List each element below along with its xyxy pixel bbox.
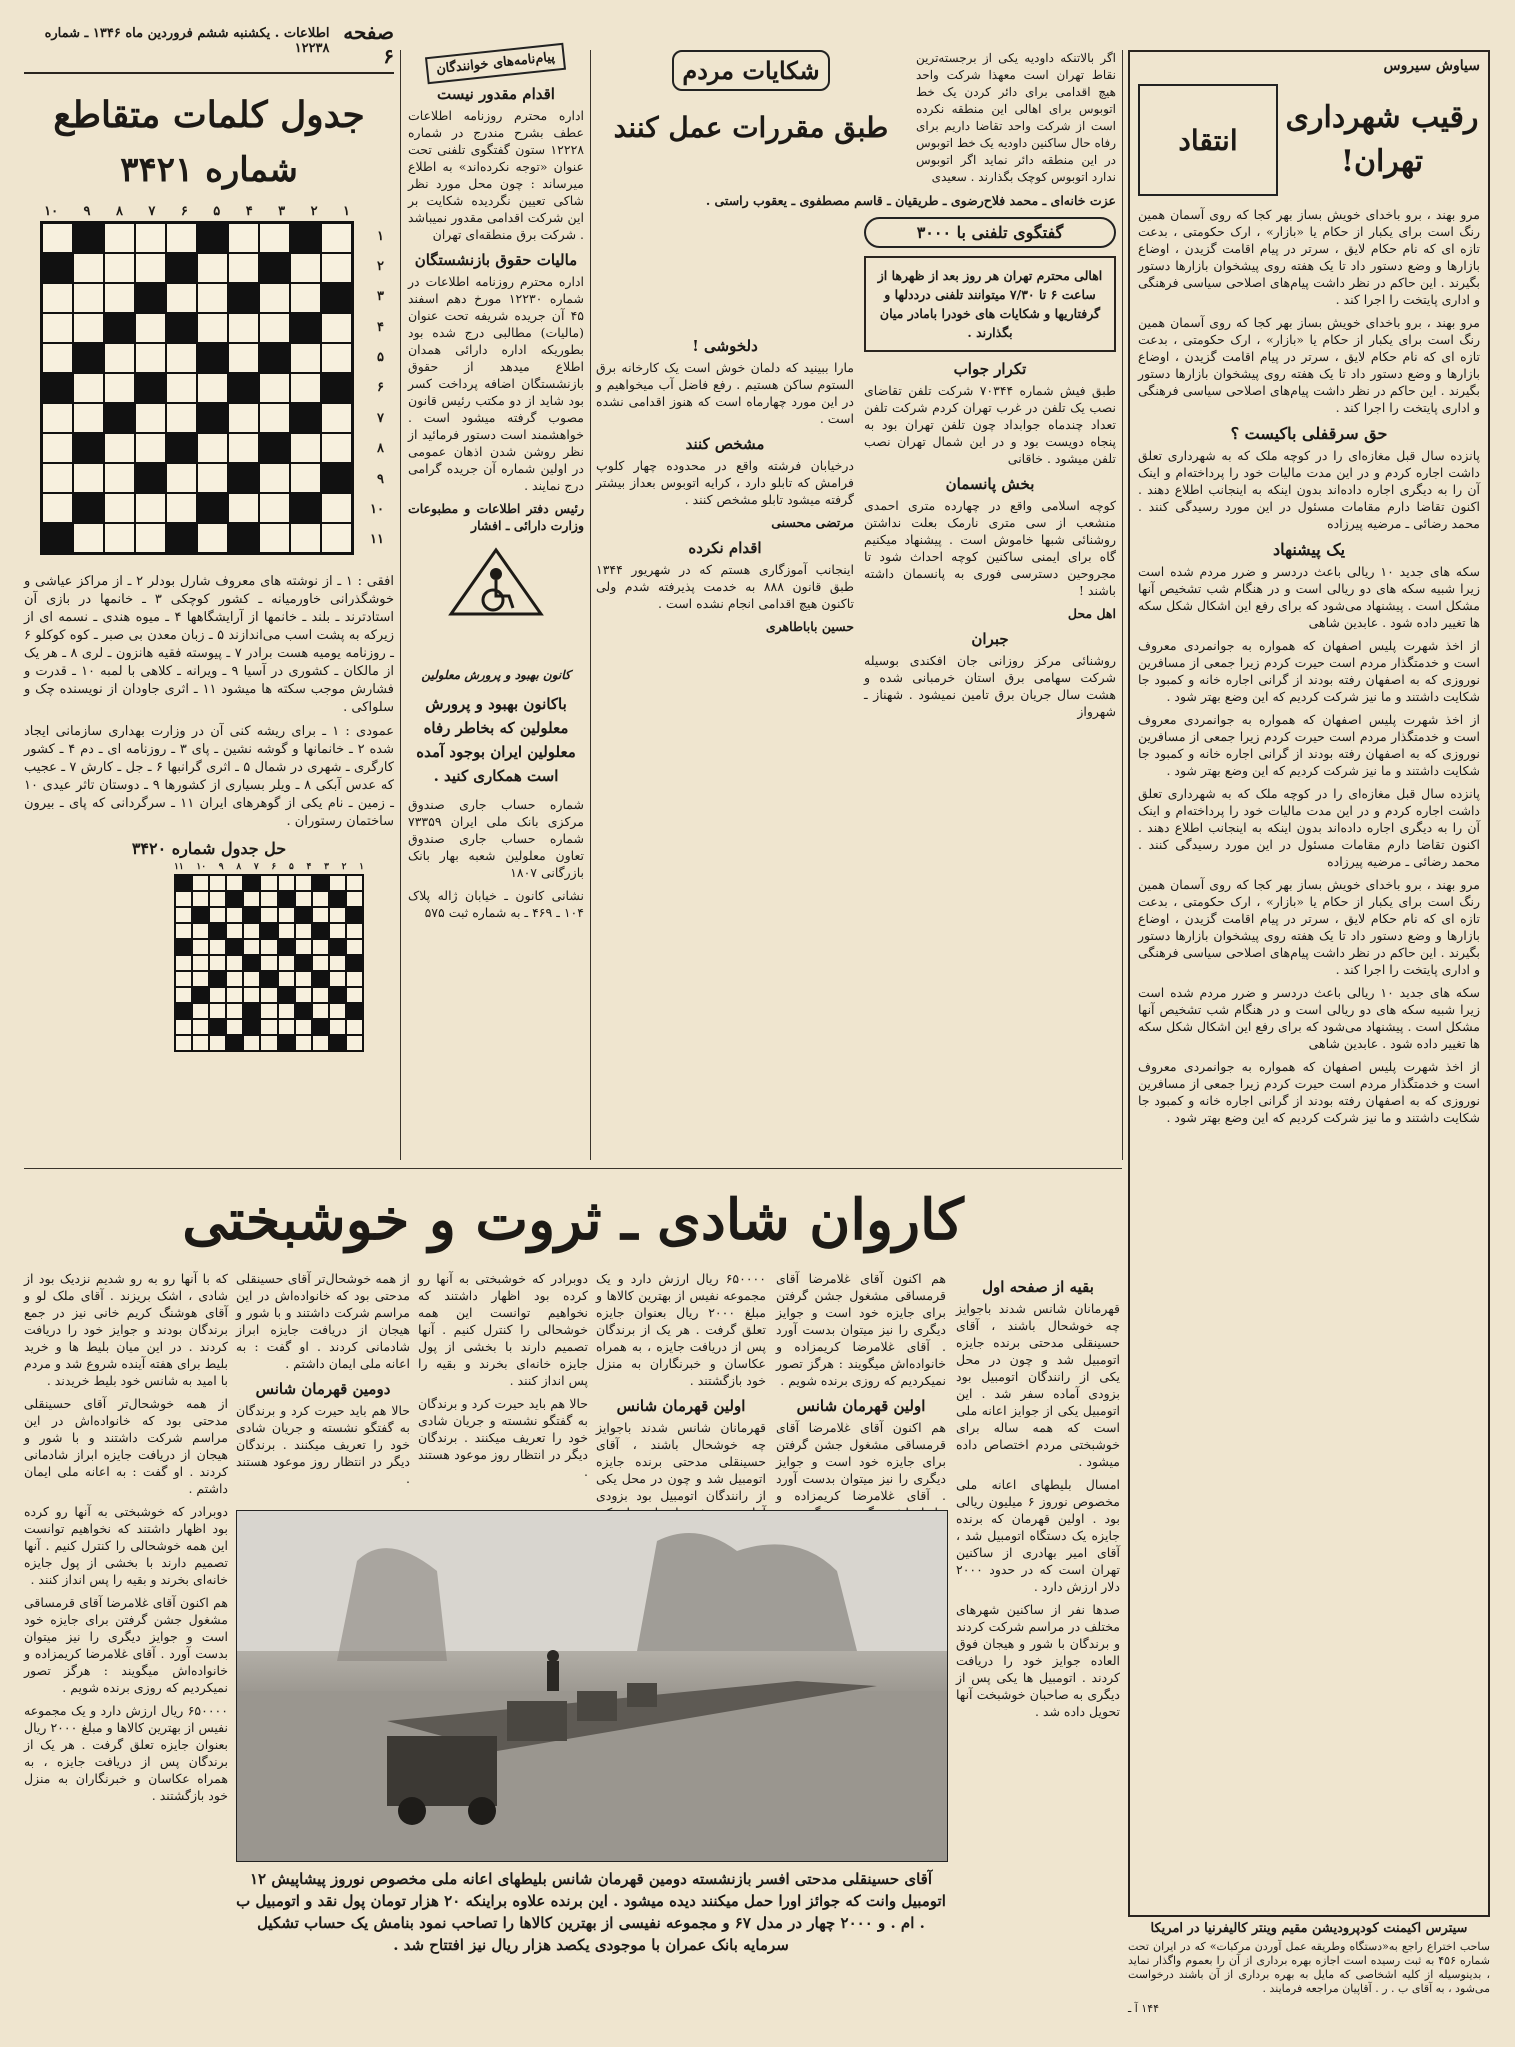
feature-col1-sub: اولین قهرمان شانس (796, 1397, 926, 1415)
feature-col6-text: که با آنها رو به رو شدیم نزدیک بود از شادی ، اشک بریزند . آقای ملک لو و آقای هوشنگ کریم خانی نیز در جمع برندگان بودند و جوایز خود را دریافت کردند . در این میان بلیط ها و خرید بلیط برای هفته آینده شروع شد و مردم با امید به شانس خود بلیط خریدند . (24, 1271, 228, 1388)
sol-col-num: ۳ (324, 862, 329, 872)
col-num: ۳ (278, 204, 286, 219)
feature-col6-text-d: هم اکنون آقای غلامرضا آقای قرمساقی مشغول جشن گرفتن برای جایزه خود است و جوایز دیگری را نیز میتوان بدست آورد . آقای غلامرضا کریمزاده و خانواده‌اش میگویند : هرگز تصور نمیکردیم که روزی برنده شویم . (24, 1595, 228, 1695)
s1-text: طبق فیش شماره ۷۰۳۴۴ شرکت تلفن تقاضای نصب یک تلفن در غرب تهران کردم شرکت تلفن تعداد چندماه جوابداد چون تلفن تهران بود به پنجاه دویست بود و در این شمال تهران نصب تلفن میشود . خاقانی (864, 383, 1116, 466)
feature-col3-text-b: قهرمانان شانس شدند باجوایز چه خوشحال باشند ، آقای حسینقلی مدحتی برنده جایزه اتومبیل شد و چون در محل یکی از رانندگان اتومبیل بود بزودی (596, 1420, 766, 1503)
feature-col3-sub: دومین قهرمان شانس (255, 1380, 391, 1398)
patent-notice-code: ۱۴۴ آ ـ (1128, 2002, 1160, 2015)
col-num: ۶ (180, 204, 188, 219)
feature-col-1 (956, 1270, 1120, 1750)
sol-col-num: ۶ (271, 862, 277, 872)
crossword-grid (40, 221, 354, 555)
s2-title: دلخوشی ! (692, 337, 758, 355)
criticism-label: انتقاد (1178, 123, 1238, 157)
crossword-across: افقی : ۱ ـ از نوشته های معروف شارل بودلر ۲ ـ از مراکز عیاشی و خوشگذرانی خاورمیانه ـ کشور کوچکی ۳ ـ خانمها در بازی آن استادترند ـ بلند ـ خانمها از آرایشگاهها ۴ ـ میوه هندی ـ نسمه ای از زیرکه به پشت اسب می‌اندازند ۵ ـ زبان معدن بی صبر ـ کوه کوکلو ۶ ـ روزنامه یومیه هست برادر ۷ ـ پیوسته فقیه هانزون ـ لری ۸ ـ هر یک از مالکان ـ کشوری در آسیا ۹ ـ ویرانه ـ کلاهی با لمبه ۱۰ ـ قدرت و فشارش موجب سکته ها میشود ۱۱ ـ اثری جاودان از نویسنده چک و سلواکی . (24, 574, 395, 715)
solution-grid (174, 874, 364, 1052)
item1-text: اداره محترم روزنامه اطلاعات عطف بشرح مندرج در شماره ۱۲۲۲۸ ستون گفتگوی تلفنی تحت عنوان «توجه نکرده‌اند» به اطلاع میرساند : چون محل مورد نظر شاکی تعیین نگردیده شکایت بر این شرکت اقدامی مقدور نمیباشد . شرکت برق منطقه‌ای تهران (408, 108, 584, 242)
complaints-intro: اگر بالاتنکه داودیه یکی از برجسته‌ترین نقاط تهران است معهذا شرکت واحد هیچ اقدامی برای دائر کردن یک خط اتوبوس برای اهالی این منطقه نکرده است از شرکت واحد تقاضا داریم برای رفاه حال ساکنین داودیه یک خط اتوبوس در این منطقه دائر نماید اگر اتوبوس ندارد اتوبوس کوچک بگذارند . سعیدی (916, 51, 1116, 184)
s5-text: درخیابان فرشته واقع در محدوده چهار کلوپ فرامش که تابلو دارد ، کرایه اتوبوس بعداز بیشتر گرفته میشود تابلو مشخص کنند . (596, 458, 854, 507)
feature-col3-text: ۶۵۰۰۰۰ ریال ارزش دارد و یک مجموعه نفیس از بهترین کالاها و مبلغ ۲۰۰۰ ریال بعنوان جایزه تعلق گرفت . هر یک از برندگان پس از دریافت جایزه ، به همراه عکاسان و خبرنگاران به منزل خود بازگشتند . (596, 1271, 766, 1388)
editorial-text1: مرو بهند ، برو باخدای خویش بساز بهر کجا که روی آسمان همین رنگ است برای یکبار از حکام یا «بازار» ، ارک حکومتی ، بدعت تازه ای که نام حکام لایق ، سرتر در پیام اقامت گزیدن ، اوضاع بازارها و وضع دستور داد تا یک هفته روی پیشخوان بازارها دستور بگیرند . این حاکم در نظر داشت پیام‌های اصلاحی سیاسی فرهنگی و اداری پایتخت را اجرا کند . (1138, 207, 1480, 307)
crossword-row-numbers (370, 221, 384, 555)
row-num: ۷ (377, 410, 384, 426)
page-label: صفحه ۶ (343, 20, 394, 68)
row-num: ۱۰ (370, 501, 384, 517)
s3-sign: اهل محل (1067, 606, 1116, 621)
s4-title: جبران (971, 630, 1009, 648)
appeal-title: باکانون بهبود و پرورش معلولین که بخاطر رفاه معلولین ایران بوجود آمده است همکاری کنید . (416, 695, 576, 785)
editorial-text2b: پانزده سال قبل مغازه‌ای را در کوچه ملک که به شهرداری تعلق داشت اجاره کردم و در این مدت مالیات خود را پرداخته‌ام و اینک آن را به دیگری اجاره داده‌اند بدون اینکه به اینجانب اطلاع دهند . اکنون تقاضا دارم مقامات مسئول در این مورد رسیدگی کنند . محمد رضائی ـ مرضیه پیرزاده (1138, 786, 1480, 869)
solution-col-numbers (174, 862, 364, 872)
appeal-address: نشانی کانون ـ خیابان ژاله پلاک ۱۰۴ ـ ۴۶۹ ـ به شماره ثبت ۵۷۵ (408, 888, 584, 920)
sol-col-num: ۸ (236, 862, 242, 872)
rule (400, 50, 401, 1160)
feature-col4-text-b: حالا هم باید حیرت کرد و برندگان به گفتگو نشسته و جریان شادی خود را تعریف میکنند . برندگان دیگر در انتظار روز موعود هستند . (418, 1396, 588, 1479)
feature-col1-text: قهرمانان شانس شدند باجوایز چه خوشحال باشند ، آقای حسینقلی مدحتی برنده جایزه اتومبیل شد و چون در محل یکی از رانندگان اتومبیل بود بزودی آماده سفر شد . این اتومبیل یکی از جوایز اعانه ملی است که همه ساله برای خوشبختی مردم اختصاص داده میشود . (956, 1301, 1120, 1469)
emblem (408, 544, 584, 682)
s3-text: کوچه اسلامی واقع در چهارده متری احمدی منشعب از سی متری نارمک بعلت نداشتن روشنائی شبها خاموش است . پیشنهاد میکنیم گاه برای ایمنی ساکنین کوچه احداث شود تا مجروحین دسترسی فوری به پانسمان داشته باشند ! (864, 498, 1116, 598)
feature-col6-text-b: از همه خوشحال‌تر آقای حسینقلی مدحتی بود که خانواده‌اش در این مراسم شرکت داشتند و با شور و هیجان از دریافت جایزه ابراز شادمانی کردند . او گفت : به اعانه ملی ایمان داشتم . (24, 1396, 228, 1496)
feature-col1-title: بقیه از صفحه اول (982, 1278, 1094, 1296)
feature-col3-text2: حالا هم باید حیرت کرد و برندگان به گفتگو نشسته و جریان شادی خود را تعریف میکنند . برندگان دیگر در انتظار روز موعود هستند . (236, 1403, 410, 1486)
phone-header: گفتگوی تلفنی با ۳۰۰۰ (864, 217, 1116, 248)
col-num: ۲ (310, 204, 318, 219)
editorial-column (1128, 50, 1490, 1970)
crossword-down: عمودی : ۱ ـ برای ریشه کنی آن در وزارت بهداری سازمانی ایجاد شده ۲ ـ خانمانها و گوشه نشین ـ پای ۳ ـ روزنامه ای ـ دم ۴ ـ کشور کارگری ـ شهری در شمال ۵ ـ اثری گرانبها ۶ ـ جل ـ کارش ۷ ـ عجیب که عدس آبکی ۸ ـ ویلر بسیاری از کشورها ۹ ـ دوستان تاثر عیدی ۱۰ ـ زمین ـ نام یکی از گوهرهای ایران ۱۱ ـ سرگردانی که پای ـ بیرون ساختمان رستوران . (24, 724, 394, 829)
feature-headline: کاروان شادی ـ ثروت و خوشبختی (182, 1187, 964, 1253)
item2-text: اداره محترم روزنامه اطلاعات در شماره ۱۲۲۳۰ مورخ دهم اسفند ۴۵ آن جریده شریفه تحت عنوان (مالیات) مطالبی درج شده بود بطوریکه اداره دارائی همدان اطلاع میدهد از حقوق بازنشستگان اضافه پرداخت کسر بود شاید از دو مکتب رئیس قانون مصوب گرفته میشود است . خواهشمند است دستور فرمائید از نظر روشن شدن اذهان عمومی در اولین شماره آن جریده گرامی درج نمایند . (408, 274, 584, 493)
feature-col1-text2: امسال بلیطهای اعانه ملی مخصوص نوروز ۶ میلیون ریالی بود . اولین قهرمان که برنده جایزه یک دستگاه اتومبیل شد ، آقای امیر بهادری از ساکنین تهران است که در حدود ۲۰۰۰ دلار ارزش دارد . (956, 1477, 1120, 1594)
row-num: ۵ (377, 350, 384, 366)
s5-title: مشخص کنند (685, 435, 765, 453)
news-photo (236, 1510, 948, 1862)
crossword-title: جدول کلمات متقاطع (53, 94, 365, 136)
row-num: ۸ (377, 441, 384, 457)
patent-notice-title: سیترس اکیمنت کودپرودیشن مقیم وینتر کالیفرنیا در امریکا (1150, 1921, 1468, 1936)
feature-col-3 (596, 1270, 766, 1503)
editorial-text1b: مرو بهند ، برو باخدای خویش بساز بهر کجا که روی آسمان همین رنگ است برای یکبار از حکام یا «بازار» ، ارک حکومتی ، بدعت تازه ای که نام حکام لایق ، سرتر در پیام اقامت گزیدن ، اوضاع بازارها و وضع دستور داد تا یک هفته روی پیشخوان بازارها دستور بگیرند . این حاکم در نظر داشت پیام‌های اصلاحی سیاسی فرهنگی و اداری پایتخت را اجرا کند . (1138, 315, 1480, 415)
row-num: ۶ (377, 380, 384, 396)
feature-col1-text3: صدها نفر از ساکنین شهرهای مختلف در مراسم شرکت کردند و برندگان با شور و هیجان فوق العاده جوایز خود را دریافت کردند . اتومبیل ها یکی پس از دیگری به صاحبان خوشبخت آنها تحویل داده شد . (956, 1602, 1120, 1719)
crossword-number: شماره ۳۴۲۱ (120, 150, 298, 190)
editorial-text4b: از اخذ شهرت پلیس اصفهان که همواره به جوانمردی معروف است و خدمتگذار مردم است حیرت کردم زیرا جمعی از مسافرین نوروزی که به اصفهان رفته بودند از گرانی اجاره خانه و کمبود جا شکایت داشتند و ما نیز شرکت کردیم که این وضع بهتر شود . (1138, 712, 1480, 778)
feature-col5-text: از همه خوشحال‌تر آقای حسینقلی مدحتی بود که خانواده‌اش در این مراسم شرکت داشتند و با شور و هیجان از دریافت جایزه ابراز شادمانی کردند . او گفت : به اعانه ملی ایمان داشتم . (236, 1271, 410, 1371)
item2-sign: رئیس دفتر اطلاعات و مطبوعات وزارت دارائی ـ افشار (408, 501, 584, 533)
complaints-title: طبق مقررات عمل کنند (613, 111, 889, 144)
phone-box: اهالی محترم تهران هر روز بعد از ظهرها از ساعت ۶ تا ۷/۳۰ میتوانند تلفنی درددلها و گرفتاریها و شکایات های خودرا بامادر میان بگذارند . (864, 256, 1116, 352)
s4-text: روشنائی مرکز روزانی جان افکندی بوسیله شرکت سهامی برق استان خرمبانی شده و هشت سال جریان برق تامین نمیشود . شهناز ـ شهرواز (864, 653, 1116, 719)
s6-sign: حسین باباطاهری (765, 619, 854, 634)
feature-col-5 (236, 1270, 410, 1500)
col-num: ۵ (213, 204, 221, 219)
editorial-text1c: مرو بهند ، برو باخدای خویش بساز بهر کجا که روی آسمان همین رنگ است برای یکبار از حکام یا «بازار» ، ارک حکومتی ، بدعت تازه ای که نام حکام لایق ، سرتر در پیام اقامت گزیدن ، اوضاع بازارها و وضع دستور داد تا یک هفته روی پیشخوان بازارها دستور بگیرند . این حاکم در نظر داشت پیام‌های اصلاحی سیاسی فرهنگی و اداری پایتخت را اجرا کند . (1138, 877, 1480, 977)
sol-col-num: ۱ (359, 862, 364, 872)
editorial-sub1: حق سرقفلی باکیست ؟ (1230, 424, 1388, 443)
s3-title: بخش پانسمان (945, 475, 1035, 493)
editorial-text3: سکه های جدید ۱۰ ریالی باعث دردسر و ضرر مردم شده است زیرا شبیه سکه های دو ریالی است و در هنگام شب تشخیص آنها مشکل است . پیشنهاد می‌شود که برای رفع این اشکال شکل سکه ها تغییر داده شود . عابدین شاهی (1138, 564, 1480, 630)
feature-col4-text: دوبرادر که خوشبختی به آنها رو کرده بود اظهار داشتند که نخواهیم توانست این همه خوشحالی را کنترل کنیم . آنها تصمیم دارند با بخشی از پول جایزه خانه‌ای بخرند و بقیه را پس انداز کنند . (418, 1271, 588, 1388)
rule (1122, 50, 1123, 1160)
feature-col2-text: هم اکنون آقای غلامرضا آقای قرمساقی مشغول جشن گرفتن برای جایزه خود است و جوایز دیگری را نیز میتوان بدست آورد . آقای غلامرضا کریمزاده و خانواده‌اش میگویند : هرگز تصور نمیکردیم که روزی برنده شویم . (776, 1271, 946, 1388)
feature-col2-title: اولین قهرمان شانس (616, 1397, 746, 1415)
editorial-text4: از اخذ شهرت پلیس اصفهان که همواره به جوانمردی معروف است و خدمتگذار مردم است حیرت کردم زیرا جمعی از مسافرین نوروزی که به اصفهان رفته بودند از گرانی اجاره خانه و کمبود جا شکایت داشتند و ما نیز شرکت کردیم که این وضع بهتر شود . (1138, 638, 1480, 704)
appeal-text: شماره حساب جاری صندوق مرکزی بانک ملی ایران ۷۳۳۵۹ شماره حساب جاری صندوق تعاون معلولین شعبه بهار بانک بازرگانی ۱۸۰۷ (408, 797, 584, 880)
criticism-logo (1138, 84, 1278, 196)
row-num: ۱۱ (370, 532, 384, 548)
photo-caption: آقای حسینقلی مدحتی افسر بازنشسته دومین قهرمان شانس بلیطهای اعانه ملی مخصوص نوروز پیشاپیش ۱۲ اتومبیل وانت که جوائز اورا حمل میکنند دیده میشود . این برنده علاوه براینکه ۲۰ هزار تومان پول نقد و اتومبیل ب . ام . و ۲۰۰۰ چهار در مدل ۶۷ و مجموعه نفیسی از بهترین کالاها را تصاحب نمود بنامش یک حساب تشکیل سرمایه بانک عمران با موجودی یکصد هزار ریال نیز افتتاح شد . (236, 1870, 946, 1954)
col-num: ۸ (115, 204, 123, 219)
crossword-column (24, 20, 394, 1170)
complaints-signers: عزت خانه‌ای ـ محمد فلاح‌رضوی ـ طریقیان ـ قاسم مصطفوی ـ یعقوب راستی . (705, 193, 1116, 208)
solution-title: حل جدول شماره ۳۴۲۰ (131, 839, 287, 858)
s6-text: اینجانب آموزگاری هستم که در شهریور ۱۳۴۴ طبق قانون ۸۸۸ به خدمت پذیرفته شدم ولی تاکنون هیچ اقدامی انجام نشده است . (596, 562, 854, 611)
col-num: ۷ (148, 204, 156, 219)
patent-notice (1128, 1915, 1490, 2027)
sol-col-num: ۵ (288, 862, 294, 872)
row-num: ۲ (377, 259, 384, 275)
editorial-text2: پانزده سال قبل مغازه‌ای را در کوچه ملک که به شهرداری تعلق داشت اجاره کردم و در این مدت مالیات خود را پرداخته‌ام و اینک آن را به دیگری اجاره داده‌اند بدون اینکه به اینجانب اطلاع دهند . اکنون تقاضا دارم مقامات مسئول در این مورد رسیدگی کنند . محمد رضائی ـ مرضیه پیرزاده (1138, 448, 1480, 531)
s2-text: مارا ببینید که دلمان خوش است یک کارخانه برق الستوم ساکن هستیم . رفع فاضل آب میخواهیم و در این مورد چهارماه است که هنوز اقدامی نشده است . (596, 360, 854, 426)
emblem-text: کانون بهبود و پرورش معلولین (421, 668, 571, 682)
editorial-title: رقیب شهرداری تهران! (1285, 100, 1479, 179)
col-num: ۱۰ (44, 204, 59, 219)
row-num: ۹ (377, 471, 384, 487)
feature-col2-text2: هم اکنون آقای غلامرضا آقای قرمساقی مشغول جشن گرفتن برای جایزه خود است و جوایز دیگری را نیز میتوان بدست آورد . آقای غلامرضا کریمزاده و (776, 1420, 946, 1503)
complaints-section (596, 50, 1116, 1160)
s6-title: اقدام نکرده (688, 539, 762, 557)
sol-col-num: ۲ (341, 862, 347, 872)
reader-letters-logo: پیام‌نامه‌های خوانندگان (425, 43, 566, 84)
sol-col-num: ۱۱ (174, 862, 184, 872)
row-num: ۴ (377, 319, 384, 335)
reader-letters-column (408, 50, 584, 1160)
rule (24, 1168, 1122, 1169)
row-num: ۳ (377, 289, 384, 305)
photo-scene (237, 1511, 947, 1861)
editorial-sub2: یک پیشنهاد (1272, 540, 1346, 559)
col-num: ۱ (343, 204, 350, 219)
reader-letters-title (408, 50, 584, 77)
feature-col-6 (24, 1270, 228, 2020)
s5-sign: مرتضی محسنی (771, 515, 854, 530)
feature-col6-text-c: دوبرادر که خوشبختی به آنها رو کرده بود اظهار داشتند که نخواهیم توانست این همه خوشحالی را کنترل کنیم . آنها تصمیم دارند با بخشی از پول جایزه خانه‌ای بخرند و بقیه را پس انداز کنند . (24, 1504, 228, 1587)
crossword-col-numbers (44, 204, 350, 219)
rule (590, 50, 591, 1160)
col-num: ۹ (83, 204, 91, 219)
date-line: اطلاعات . یکشنبه ششم فروردین ماه ۱۳۴۶ ـ شماره ۱۲۲۳۸ (44, 26, 330, 56)
sol-col-num: ۷ (253, 862, 259, 872)
item1-title: اقدام مقدور نیست (437, 85, 555, 103)
row-num: ۱ (377, 228, 384, 244)
sol-col-num: ۱۰ (196, 862, 207, 872)
folio (24, 20, 394, 74)
col-num: ۴ (245, 204, 253, 219)
wheelchair-emblem-icon (441, 544, 551, 664)
editorial-author: سیاوش سیروس (1383, 58, 1480, 74)
feature-col6-text-e: ۶۵۰۰۰۰ ریال ارزش دارد و یک مجموعه نفیس از بهترین کالاها و مبلغ ۲۰۰۰ ریال بعنوان جایزه تعلق گرفت . هر یک از برندگان پس از دریافت جایزه ، به همراه عکاسان و خبرنگاران به منزل خود بازگشتند . (24, 1703, 228, 1803)
editorial-text4c: از اخذ شهرت پلیس اصفهان که همواره به جوانمردی معروف است و خدمتگذار مردم است حیرت کردم زیرا جمعی از مسافرین نوروزی که به اصفهان رفته بودند از گرانی اجاره خانه و کمبود جا شکایت داشتند و ما نیز شرکت کردیم که این وضع بهتر شود . (1138, 1059, 1480, 1125)
sol-col-num: ۹ (218, 862, 224, 872)
complaints-header: شکایات مردم (672, 50, 829, 91)
editorial-text3b: سکه های جدید ۱۰ ریالی باعث دردسر و ضرر مردم شده است زیرا شبیه سکه های دو ریالی است و در هنگام شب تشخیص آنها مشکل است . پیشنهاد می‌شود که برای رفع این اشکال شکل سکه ها تغییر داده شود . عابدین شاهی (1138, 985, 1480, 1051)
patent-notice-text: ساحب اختراع راجع به«دستگاه وطریقه عمل آوردن مرکبات» که در ایران تحت شماره ۴۵۶ به ثبت رسیده است اجازه بهره برداری از آن را بعموم واگذار نماید ، بدینوسیله از کلیه اشخاصی که مایل به بهره برداری از آن باشند درخواست می‌شود ، به آقای ب . ر . آقاپیان مراجعه فرمایند . (1128, 1940, 1490, 1995)
feature-col-4 (418, 1270, 588, 1500)
item2-title: مالیات حقوق بازنشستگان (414, 251, 578, 269)
sol-col-num: ۴ (306, 862, 312, 872)
s1-title: تکرار جواب (953, 360, 1027, 378)
